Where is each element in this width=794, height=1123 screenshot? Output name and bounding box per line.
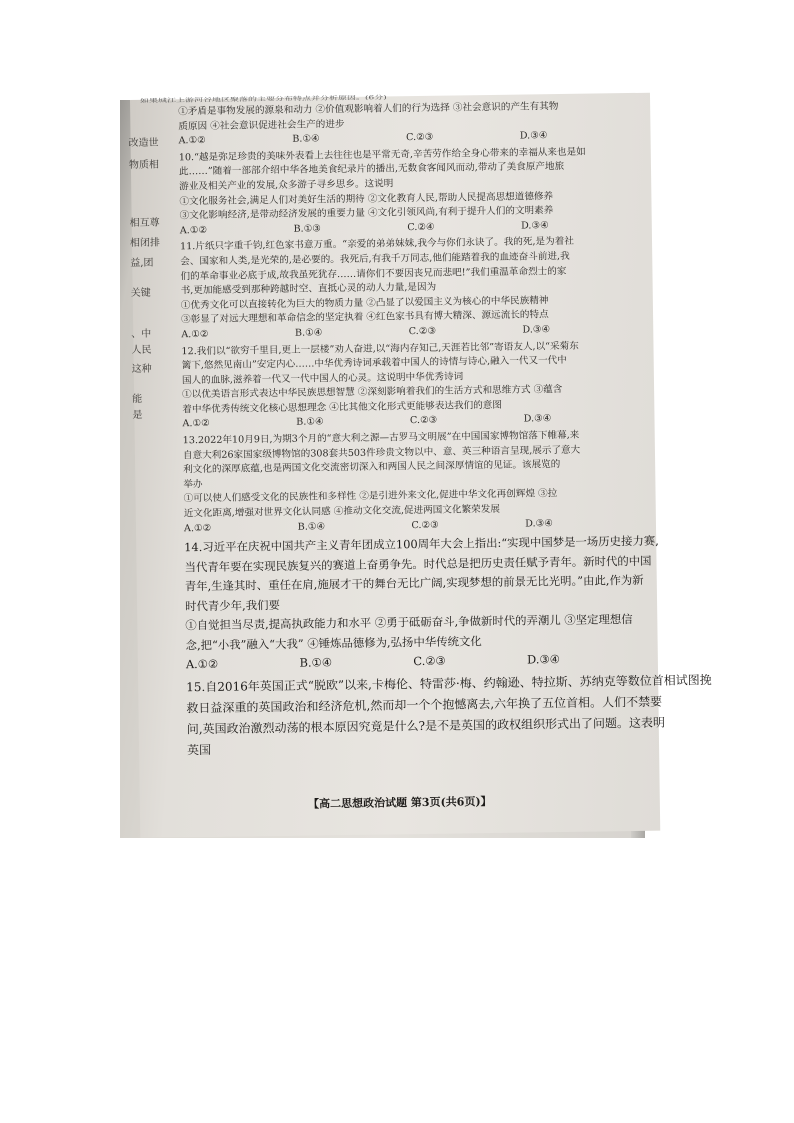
option-c: C.②③ [408,325,437,338]
q15-line: 问,英国政治激烈动荡的根本原因究竟是什么?是不是英国的政权组织形式出了问题。这表明 [186,715,666,736]
option-b: B.①④ [296,416,324,429]
q11-line: 书,更加能感受到那种跨越时空、直抵心灵的动人力量,是因为 [180,281,437,297]
q14-line: 青年,生逢其时、重任在肩,施展才干的舞台无比广阔,实现梦想的前景无比光明。”由此,作为新 [184,573,644,594]
q13-line: 举办 [183,478,203,491]
margin-fragment: 相闭排 [129,237,161,250]
option-c: C.②④ [407,221,435,233]
option-c: C.②③ [411,519,439,531]
q11-line: 11.片纸只字重千钧,红色家书意万重。“亲爱的弟弟妹妹,我今与你们永诀了。我的死,是为着社 [179,236,574,253]
q13-line: 利文化的深厚底蕴,也是两国文化交流密切深入和两国人民之间深厚情谊的见证。该展览的 [183,459,561,476]
q13-line: ①可以使人们感受文化的民族性和多样性 ②是引进外来文化,促进中华文化再创辉煌 ③拉 [183,488,558,505]
margin-fragment: 相互尊 [129,217,160,230]
margin-fragment: 这种 [131,363,152,376]
option-d: D.③④ [527,652,560,667]
q11-line: 们的革命事业必底于成,故我虽死犹存……请你们不要因丧兄而悲吧!”我们重温革命烈士的家 [180,265,567,282]
q11-line: 会、国家和人类,是光荣的,是必要的。我死后,有我千万同志,他们能踏着我的血迹奋斗前进,我 [180,250,570,268]
q15-line: 15.自2016年英国正式“脱欧”以来,卡梅伦、特雷莎·梅、约翰逊、特拉斯、苏纳克等数位首相试图挽 [186,672,712,694]
option-a: A.①② [182,418,210,430]
option-d: D.③④ [520,219,549,232]
question-11 [180,234,636,342]
margin-fragment: 改造世 [128,137,159,150]
question-12 [181,338,637,432]
q10-line: ①文化服务社会,满足人们对美好生活的期待 ②文化教育人民,帮助人民提高思想道德修养 [179,190,554,207]
option-d: D.③④ [525,517,553,530]
photo-of-exam-page [120,94,712,838]
q14-line: 念,把“小我”融入“大我” ④锤炼品德修为,弘扬中华传统文化 [185,633,482,652]
question-10 [179,145,635,239]
questions [178,99,712,761]
q12-line: 着中华优秀传统文化核心思想理念 ④比其他文化形式更能够表达我们的意图 [182,399,503,416]
q11-line: ①优秀文化可以直接转化为巨大的物质力量 ②凸显了以爱国主义为核心的中华民族精神 [180,294,549,312]
q13-line: 近文化距离,增强对世界文化认同感 ④推动文化交流,促进两国文化繁荣发展 [183,503,500,520]
option-b: B.①③ [293,223,321,235]
q15-line: 救日益深重的英国政治和经济危机,然而却一个个抱憾离去,六年换了五位首相。人们不禁要 [186,694,663,715]
option-b: B.①④ [292,133,320,145]
q12-line: 12.我们以“欲穷千里目,更上一层楼”劝人奋进,以“海内存知己,天涯若比邻”寄语友人,以“采菊东 [181,340,579,357]
q9-line: ①矛盾是事物发展的源泉和动力 ②价值观影响着人们的行为选择 ③社会意识的产生有其物 [178,101,559,118]
top-cut-line: 如果城江上游河谷地区聚落的主要分布特点并分析原因。(6分) [139,94,387,105]
option-c: C.②③ [405,131,434,144]
q14-line: 14.习近平在庆祝中国共产主义青年团成立100周年大会上指出:“实现中国梦是一场历史接力赛, [184,533,659,555]
q10-line: 游业及相关产业的发展,众多游子寻乡思乡。这说明 [179,178,394,193]
margin-fragment: 人民 [131,344,152,357]
margin-fragment: 关键 [130,287,151,300]
q14-line: ①自觉担当尽责,提高执政能力和水平 ②勇于砥砺奋斗,争做新时代的弄潮儿 ③坚定理想信 [185,612,633,633]
option-b: B.①④ [299,655,333,670]
q14-line: 当代青年要在实现民族复兴的赛道上奋勇争先。时代总是把历史责任赋予青年。新时代的中国 [184,553,652,575]
page-footer: 【高二思想政治试题 第3页(共6页)】 [307,795,492,811]
question-13 [183,428,639,536]
q12-line: 国人的血脉,滋养着一代又一代中国人的心灵。这说明中华优秀诗词 [181,371,464,386]
option-a: A.①② [185,657,219,672]
option-c: C.②③ [413,653,446,669]
q10-line: 此……”随着一部部介绍中华各地美食纪录片的播出,无数食客闻风而动,带动了美食原产地旅 [178,161,565,178]
option-c: C.②③ [409,415,438,427]
option-a: A.①② [179,224,208,237]
q10-line: ③文化影响经济,是带动经济发展的重要力量 ④文化引领风尚,有利于提升人们的文明素养 [179,205,554,222]
question-14 [184,532,659,675]
option-b: B.①④ [294,327,323,339]
q11-line: ③彰显了对远大理想和革命信念的坚定执着 ④红色家书具有博大精深、源远流长的特点 [181,309,549,326]
option-a: A.①② [178,135,206,147]
margin-fragment: 益,团 [130,257,154,270]
q13-line: 13.2022年10月9日,为期3个月的“意大利之源—古罗马文明展”在中国国家博物馆落下帷幕,来 [182,429,580,447]
option-d: D.③④ [522,324,551,336]
exam-sheet [128,93,712,838]
q9-line: 质原因 ④社会意识促进社会生产的进步 [178,118,345,132]
question-15 [186,671,712,761]
option-a: A.①② [181,328,209,341]
margin-fragment: 能 [132,393,143,405]
option-d: D.③④ [523,413,552,426]
margin-fragment: 是 [132,409,143,421]
q12-line: 篱下,悠然见南山”安定内心……中华优秀诗词承载着中国人的诗情与诗心,融入一代又一代中 [181,355,567,372]
margin-fragment: 物质相 [128,159,159,172]
q14-line: 时代青少年,我们要 [184,597,280,613]
question-9 [178,99,634,149]
margin-fragment: 、中 [131,328,152,341]
q13-line: 自意大利26家国家级博物馆的308套共503件珍贵文物以中、意、英三种语言呈现,展示了意大 [182,444,581,461]
q15-line: 英国 [186,742,212,757]
q12-line: ①以优美语言形式表达中华民族思想智慧 ②深刻影响着我们的生活方式和思维方式 ③蕴含 [182,384,563,401]
option-b: B.①④ [297,520,326,533]
q10-line: 10.“越是弥足珍贵的美味外表看上去往往也是平常无奇,辛苦劳作给全身心带来的幸福从来也是如 [178,146,586,164]
option-d: D.③④ [519,130,548,142]
option-a: A.①② [183,522,212,534]
